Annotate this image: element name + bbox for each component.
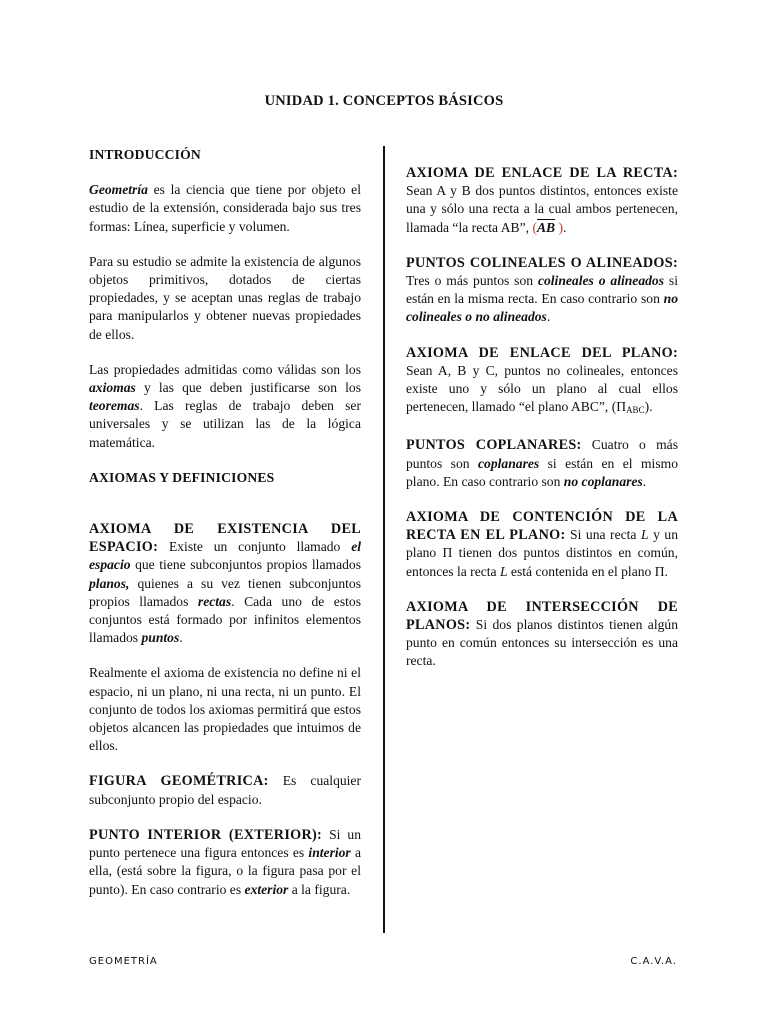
paragraph-realmente: [89, 664, 361, 755]
text-run: .: [563, 219, 567, 235]
text-run: que tiene subconjuntos propios llamados: [130, 557, 361, 573]
text-run: y un plano Π tienen dos puntos distintos en común, entonces la recta: [406, 527, 678, 579]
text-run: si están en el mismo plano. En caso contrario son: [406, 455, 678, 489]
text-run: ): [555, 219, 564, 235]
text-run: L: [499, 563, 508, 579]
text-run: Cuatro o más puntos son: [406, 437, 678, 471]
text-run: colineales o alineados: [537, 273, 665, 289]
text-run: $\overline{AB}$: [536, 219, 556, 235]
paragraph-axiomas-teoremas: [89, 361, 361, 452]
text-run: Si un punto pertenece una figura entonces es: [89, 826, 361, 861]
text-run: .: [546, 309, 551, 325]
text-run: . Las reglas de trabajo deben ser universales y se utilizan las de la lógica matemática.: [89, 398, 361, 450]
text-run: está contenida en el plano Π.: [507, 563, 668, 579]
text-run: AXIOMA DE CONTENCIÓN DE LA RECTA EN EL PLANO:: [406, 509, 678, 544]
spacer: [89, 504, 361, 520]
text-run: AXIOMA DE EXISTENCIA DEL ESPACIO:: [89, 521, 361, 556]
paragraph-puntos-coplanares: [406, 436, 678, 491]
footer-right: C.A.V.A.: [630, 956, 677, 967]
text-run: Geometría: [89, 182, 148, 198]
paragraph-enlace-plano: [406, 344, 678, 420]
text-run: coplanares: [478, 455, 540, 471]
text-run: es la ciencia que tiene por objeto el estudio de la extensión, considerada bajo sus tres formas: Línea, superficie y volumen.: [89, 182, 361, 234]
text-run: interior: [308, 845, 351, 861]
text-run: y las que deben justificarse son los: [135, 380, 361, 396]
text-run: Es cualquier subconjunto propio del espacio.: [89, 773, 361, 807]
text-run: . Cada uno de estos conjuntos está formado por infinitos elementos llamados: [89, 593, 361, 646]
text-run: .: [179, 630, 183, 646]
text-run: a ella, (está sobre la figura, o la figura pasa por el punto). En caso contrario es: [89, 845, 362, 897]
text-run: axiomas: [89, 380, 136, 396]
text-run: FIGURA GEOMÉTRICA:: [89, 773, 269, 790]
paragraph-contencion-recta: [406, 508, 678, 581]
paragraph-geometria-definition: [89, 181, 361, 236]
right-column: [406, 164, 678, 688]
text-run: Si dos planos distintos tienen algún punto en común entonces su intersección es una recta.: [406, 617, 678, 669]
paragraph-figura-geometrica: [89, 772, 361, 808]
footer-left: GEOMETRÍA: [89, 956, 158, 967]
text-run: Sean A y B dos puntos distintos, entonces existe una y sólo una recta a la cual ambos pertenecen, llamada “la recta AB”,: [406, 183, 678, 235]
text-run: Existe un conjunto llamado: [158, 539, 352, 555]
paragraph-enlace-recta: [406, 164, 678, 237]
text-run: puntos: [141, 630, 180, 646]
text-run: no coplanares: [563, 473, 643, 489]
text-run: AXIOMA DE ENLACE DEL PLANO:: [406, 344, 678, 361]
text-run: Si una recta: [565, 527, 641, 543]
paragraph-interseccion-planos: [406, 598, 678, 671]
text-run: PUNTO INTERIOR (EXTERIOR):: [89, 826, 323, 843]
page-title: UNIDAD 1. CONCEPTOS BÁSICOS: [264, 93, 504, 109]
text-run: si están en la misma recta. En caso contrario son: [406, 273, 678, 307]
text-run: exterior: [244, 881, 289, 897]
text-run: teoremas: [89, 398, 140, 414]
paragraph-objetos-primitivos: [89, 253, 361, 344]
paragraph-punto-interior: [89, 826, 361, 899]
text-run: ).: [644, 399, 653, 415]
column-divider: [383, 146, 385, 933]
section-heading-axiomas: AXIOMAS Y DEFINICIONES: [89, 469, 275, 485]
text-run: L: [640, 527, 649, 543]
text-run: rectas: [197, 593, 232, 609]
text-run: .: [642, 473, 647, 489]
text-run: AXIOMA DE ENLACE DE LA RECTA:: [406, 165, 678, 181]
left-column: [89, 146, 361, 916]
text-run: el espacio: [89, 539, 361, 573]
text-run: quienes a su vez tienen subconjuntos propios llamados: [89, 575, 361, 609]
text-run: PUNTOS COLINEALES O ALINEADOS:: [406, 254, 678, 271]
text-run: Sean A, B y C, puntos no colineales, entonces existe uno y sólo un plano al cual ellos pertenecen, llamado “el plano ABC”, (Π: [406, 362, 678, 415]
paragraph-axioma-existencia: [89, 520, 361, 647]
text-run: Realmente el axioma de existencia no define ni el espacio, ni un plano, ni una recta, ni un punto. El conjunto de todos los axiomas permitirá que estos objetos alcancen las propiedades que intuimos de ellos.: [89, 665, 361, 754]
text-run: Para su estudio se admite la existencia de algunos objetos primitivos, dotados de ciertas propiedades, y se aceptan unas reglas de trabajo para manipularlos y obtener nuevas propiedades de ellos.: [89, 253, 361, 342]
paragraph-puntos-colineales: [406, 254, 678, 327]
text-run: no colineales o no alineados: [406, 291, 678, 325]
section-heading-introduccion: INTRODUCCIÓN: [89, 147, 201, 162]
text-run: ABC: [626, 405, 645, 416]
text-run: a la figura.: [288, 881, 351, 897]
text-run: Tres o más puntos son: [406, 273, 538, 289]
text-run: (: [532, 219, 537, 235]
text-run: planos,: [89, 575, 130, 591]
text-run: Las propiedades admitidas como válidas son los: [89, 361, 361, 377]
text-run: AXIOMA DE INTERSECCIÓN DE PLANOS:: [406, 598, 678, 634]
text-run: PUNTOS COPLANARES:: [406, 437, 582, 454]
